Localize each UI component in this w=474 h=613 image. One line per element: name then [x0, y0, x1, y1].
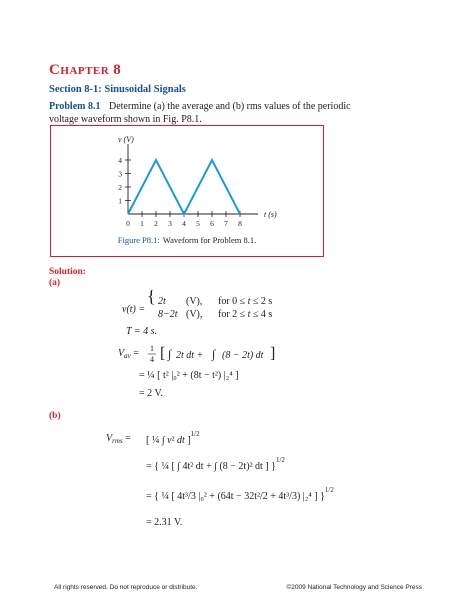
math-integrand-2: (8 − 2t) dt [222, 350, 264, 361]
y-tick-label: 4 [118, 156, 122, 165]
figure-caption-text: Waveform for Problem 8.1. [162, 235, 257, 245]
section-title: Section 8-1: Sinusoidal Signals [49, 84, 186, 95]
math-piece-1: 2t [158, 296, 166, 307]
math-piece-2-cond: for 2 ≤ t ≤ 4 s [218, 309, 273, 320]
math-frac-4: 4 [150, 355, 154, 364]
math-piece-1-cond: for 0 ≤ t ≤ 2 s [218, 296, 273, 307]
math-vrms-label: $V_{rms}$ = [106, 433, 131, 445]
math-step-2: = ¼ [ t² |₀² + (8t − t²) |₂⁴ ] [139, 370, 239, 381]
math-v-of-t: v(t) = [122, 304, 146, 315]
problem-text: Determine (a) the average and (b) rms values of the periodic voltage waveform shown in Fig. P8.1. [49, 101, 351, 125]
math-integrand-1: 2t dt + [176, 350, 204, 361]
math-period: T = 4 s. [126, 326, 158, 337]
math-part-b [90, 425, 350, 535]
x-tick-label: 0 [126, 219, 130, 228]
math-result-a: = 2 V. [139, 388, 163, 399]
math-piece-1-unit: (V), [186, 296, 203, 307]
footer-left: All rights reserved. Do not reproduce or distribute. [54, 584, 198, 591]
x-tick-label: 8 [238, 219, 242, 228]
math-vav-label: $V_{av}$ = [118, 348, 139, 360]
x-tick-label: 7 [224, 219, 228, 228]
math-part-a [90, 290, 330, 405]
part-b-label: (b) [49, 411, 61, 421]
y-tick-label: 3 [118, 169, 122, 179]
x-tick-label: 2 [154, 219, 158, 228]
y-axis-label: v (V) [118, 135, 134, 144]
math-result-b: = 2.31 V. [146, 517, 183, 528]
chapter-heading [49, 62, 121, 79]
math-integral-2: ∫ [212, 347, 216, 361]
chapter-prefix: C [49, 62, 61, 78]
math-piece-2: 8−2t [158, 309, 178, 320]
y-tick-label: 2 [118, 183, 122, 192]
x-axis-label: t (s) [264, 210, 277, 219]
figure-caption [118, 235, 257, 245]
x-tick-label: 5 [196, 219, 200, 228]
waveform-chart [50, 125, 324, 257]
math-rms-step-2: = { ¼ [ 4t³/3 |₀² + (64t − 32t²/2 + 4t³/3) |₂⁴ ] }$^{1/2}$ [146, 486, 334, 502]
solution-heading: Solution: [49, 267, 86, 277]
chapter-number: 8 [113, 62, 122, 78]
math-piece-2-unit: (V), [186, 309, 203, 320]
part-a-label: (a) [49, 278, 61, 288]
x-tick-label: 1 [140, 219, 144, 228]
waveform-series-line [128, 160, 240, 214]
math-bracket-close: ] [270, 345, 276, 362]
problem-statement [49, 101, 379, 126]
math-bracket-open: [ [160, 345, 166, 362]
x-tick-label: 3 [168, 219, 172, 228]
x-tick-label: 6 [210, 219, 214, 228]
x-tick-label: 4 [182, 219, 186, 228]
math-brace: { [147, 290, 156, 306]
math-rms-step-1: = { ¼ [ ∫ 4t² dt + ∫ (8 − 2t)² dt ] }$^{1/2}$ [146, 456, 285, 472]
figure-caption-label: Figure P8.1: [117, 235, 160, 245]
chapter-word: HAPTER [60, 65, 110, 77]
math-rms-def: [ ¼ ∫ v² dt ]$^{1/2}$ [146, 430, 200, 446]
footer-right: ©2009 National Technology and Science Press [286, 584, 422, 591]
math-integral-1: ∫ [168, 347, 172, 361]
y-tick-label: 1 [118, 196, 122, 206]
math-frac-1: 1 [150, 344, 154, 353]
problem-label: Problem 8.1 [49, 101, 101, 112]
